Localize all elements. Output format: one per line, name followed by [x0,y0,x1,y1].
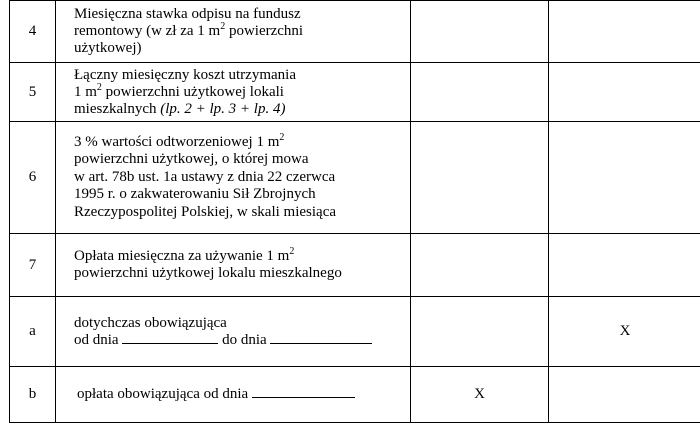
description-text: mieszkalnych [74,100,161,117]
description-line [74,131,410,152]
date-from-blank[interactable] [252,387,355,398]
row-number: b [10,367,56,423]
date-to-blank[interactable] [270,333,372,344]
description-text: od dnia [74,331,123,348]
row-description [56,367,411,423]
row-number: 6 [10,122,56,234]
description-formula: (lp. 2 + lp. 3 + lp. 4) [160,100,286,117]
description-line: powierzchni użytkowej, o której mowa [74,151,309,168]
row-number: 4 [10,1,56,63]
value-cell-1: X [411,367,549,423]
row-description [56,234,411,297]
row-number: 5 [10,63,56,122]
fee-table [9,0,700,423]
value-cell-2 [549,63,700,122]
table-row [10,367,700,423]
description-line: Rzeczypospolitej Polskiej, w skali miesiąca [74,203,337,220]
table-row [10,63,700,122]
description-line: użytkowej) [74,40,142,56]
description-line: Miesięczna stawka odpisu na fundusz [74,6,301,22]
description-line: 1995 r. o zakwaterowaniu Sił Zbrojnych [74,186,316,203]
description-line: dotychczas obowiązująca [74,314,227,331]
description-text: 3 % wartości odtworzeniowej 1 m [74,133,280,150]
value-cell-2 [549,122,700,234]
table-row [10,234,700,297]
value-cell-2 [549,234,700,297]
description-text: 1 m [74,83,97,100]
description-text: do dnia [218,331,271,348]
value-cell-1 [411,122,549,234]
description-line [74,81,410,101]
description-line [74,248,410,265]
row-description [56,122,411,234]
description-text: remontowy (w zł za 1 m [74,23,221,39]
table-row [10,297,700,367]
value-cell-2 [549,1,700,63]
description-text: powierzchni [225,23,304,39]
description-line [74,332,410,349]
description-line: w art. 78b ust. 1a ustawy z dnia 22 czerwca [74,168,336,185]
superscript: 2 [289,246,295,257]
row-number: 7 [10,234,56,297]
description-text: opłata obowiązująca od dnia [77,386,252,402]
description-text: Opłata miesięczna za używanie 1 m [74,248,290,264]
superscript: 2 [96,81,102,93]
value-cell-2 [549,367,700,423]
row-number: a [10,297,56,367]
value-cell-1 [411,63,549,122]
superscript: 2 [220,21,226,32]
description-line [74,101,410,118]
description-line [74,386,410,403]
row-description [56,297,411,367]
description-line [74,23,410,40]
value-cell-1 [411,234,549,297]
description-text: powierzchni użytkowej lokali [101,83,284,100]
date-from-blank[interactable] [122,333,218,344]
value-cell-2: X [549,297,700,367]
description-line: Łączny miesięczny koszt utrzymania [74,66,296,83]
value-cell-1 [411,1,549,63]
row-description [56,1,411,63]
description-line: powierzchni użytkowej lokalu mieszkalnego [74,265,342,281]
table-row [10,1,700,63]
row-description [56,63,411,122]
table-row [10,122,700,234]
value-cell-1 [411,297,549,367]
superscript: 2 [279,131,285,143]
